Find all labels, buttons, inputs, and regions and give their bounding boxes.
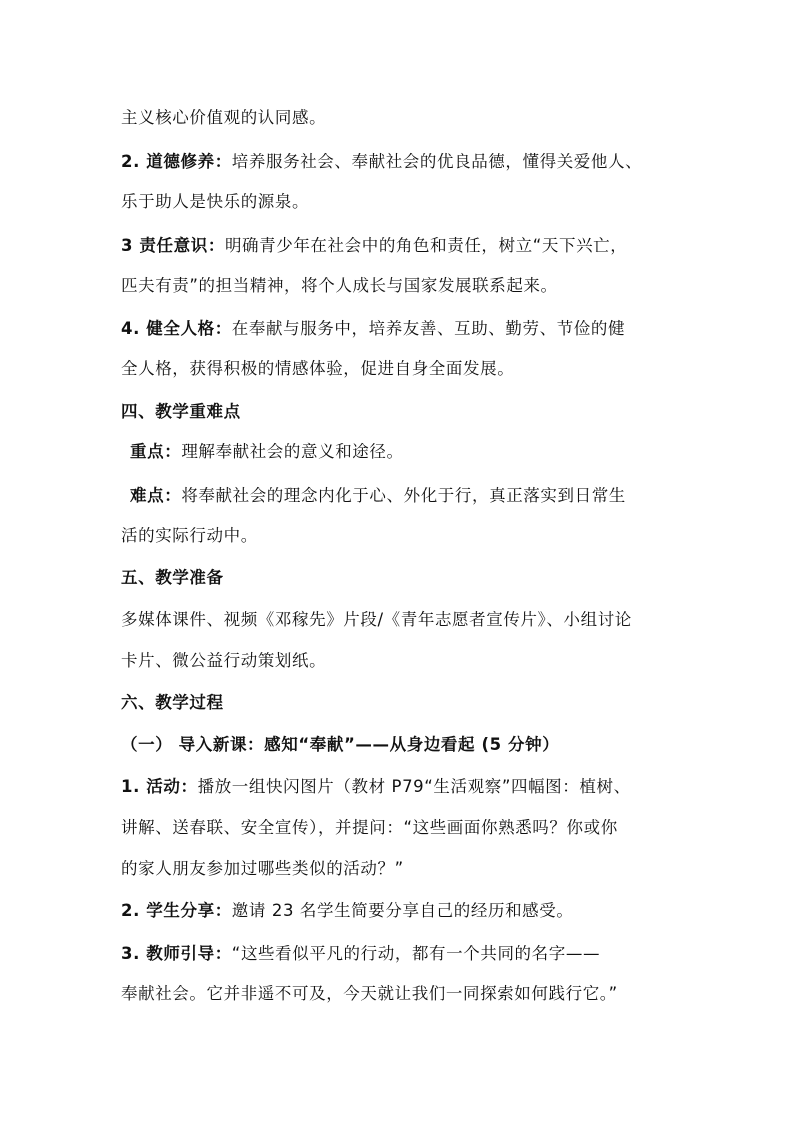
objective-1-continuation — [121, 107, 326, 129]
item-text: “这些看似平凡的行动，都有一个共同的名字—— — [231, 944, 601, 963]
text-line: 匹夫有责”的担当精神，将个人成长与国家发展联系起来。 — [121, 276, 558, 295]
text-line: 活的实际行动中。 — [121, 526, 258, 545]
item-label: 3 责任意识： — [121, 236, 225, 255]
text-line: 讲解、送春联、安全宣传），并提问：“这些画面你熟悉吗？你或你 — [121, 818, 618, 837]
item-label: 重点： — [130, 442, 182, 461]
objective-3-continuation — [121, 275, 558, 297]
step-3-teacher-guidance — [121, 943, 600, 965]
objective-3-responsibility — [121, 235, 627, 257]
objective-4-personality — [121, 318, 625, 340]
item-text: 明确青少年在社会中的角色和责任，树立“天下兴亡， — [224, 236, 628, 255]
item-text: 理解奉献社会的意义和途径。 — [181, 442, 404, 461]
item-label: 4. 健全人格： — [121, 319, 232, 338]
item-text: 在奉献与服务中，培养友善、互助、勤劳、节俭的健 — [231, 319, 626, 338]
objective-4-continuation — [121, 358, 514, 380]
step-2-student-sharing — [121, 900, 573, 922]
difficult-point — [130, 485, 626, 507]
step-3-continuation — [121, 983, 618, 1005]
item-label: 1. 活动： — [121, 777, 198, 796]
step-1-continuation — [121, 817, 618, 839]
text-line: 奉献社会。它并非遥不可及，今天就让我们一同探索如何践行它。” — [121, 984, 618, 1003]
text-line: 的家人朋友参加过哪些类似的活动？” — [121, 859, 404, 878]
section-heading-process: 六、教学过程 — [121, 693, 224, 712]
text-line: 卡片、微公益行动策划纸。 — [121, 651, 327, 670]
text-line: 全人格，获得积极的情感体验，促进自身全面发展。 — [121, 359, 515, 378]
item-label: 难点： — [130, 486, 182, 505]
section-heading-preparation: 五、教学准备 — [121, 568, 224, 587]
text-line: 乐于助人是快乐的源泉。 — [121, 192, 310, 211]
step-1-activity — [121, 776, 631, 798]
item-label: 2. 学生分享： — [121, 901, 232, 920]
text-line: 主义核心价值观的认同感。 — [121, 108, 327, 127]
item-text: 邀请 23 名学生简要分享自己的经历和感受。 — [231, 901, 574, 920]
difficult-point-continuation — [121, 525, 258, 547]
objective-2-continuation — [121, 191, 309, 213]
step-1-continuation — [121, 858, 404, 880]
objective-2-moral-cultivation — [121, 151, 642, 173]
item-label: 3. 教师引导： — [121, 944, 232, 963]
item-text: 将奉献社会的理念内化于心、外化于行，真正落实到日常生 — [181, 486, 626, 505]
text-line: 多媒体课件、视频《邓稼先》片段/《青年志愿者宣传片》、小组讨论 — [121, 610, 632, 629]
item-text: 播放一组快闪图片（教材 P79“生活观察”四幅图：植树、 — [197, 777, 631, 796]
key-point — [130, 441, 404, 463]
item-label: 2. 道德修养： — [121, 152, 232, 171]
section-heading-key-points: 四、教学重难点 — [121, 402, 241, 421]
subsection-heading-intro: （一） 导入新课：感知“奉献”——从身边看起 (5 分钟） — [121, 735, 560, 754]
preparation-continuation — [121, 650, 326, 672]
preparation-text — [121, 609, 632, 631]
item-text: 培养服务社会、奉献社会的优良品德，懂得关爱他人、 — [231, 152, 643, 171]
